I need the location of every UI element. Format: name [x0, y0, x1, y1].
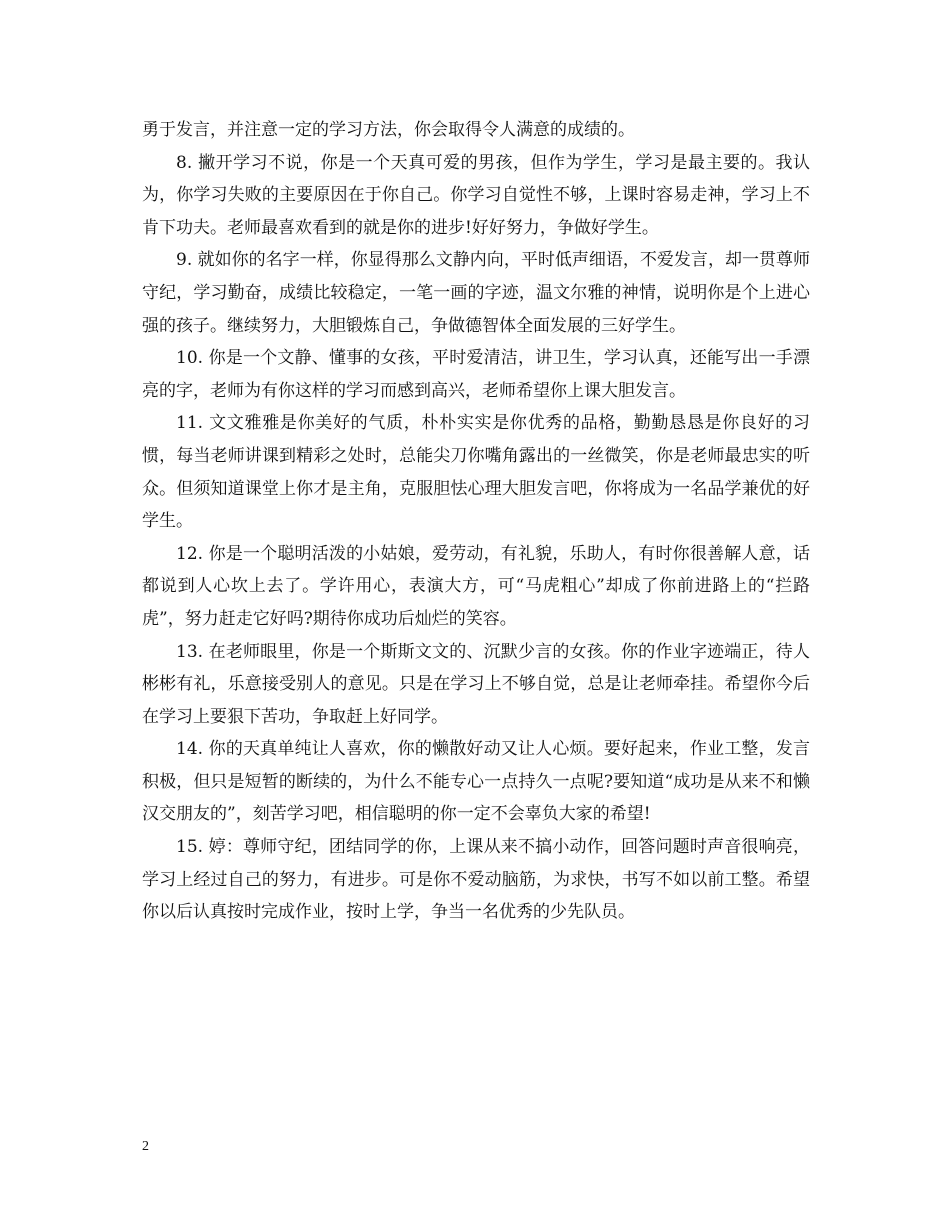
document-body — [142, 114, 810, 929]
paragraph-item-15: 15. 婷：尊师守纪，团结同学的你，上课从来不搞小动作，回答问题时声音很响亮，学习上经过自己的努力，有进步。可是你不爱动脑筋，为求快，书写不如以前工整。希望你以后认真按时完成作业，按时上学，争当一名优秀的少先队员。 — [142, 837, 810, 923]
paragraph-item-8: 8. 撇开学习不说，你是一个天真可爱的男孩，但作为学生，学习是最主要的。我认为，你学习失败的主要原因在于你自己。你学习自觉性不够，上课时容易走神，学习上不肯下功夫。老师最喜欢看到的就是你的进步!好好努力，争做好学生。 — [142, 152, 810, 238]
paragraph-continuation: 勇于发言，并注意一定的学习方法，你会取得令人满意的成绩的。 — [142, 120, 635, 140]
paragraph-item-14: 14. 你的天真单纯让人喜欢，你的懒散好动又让人心烦。要好起来，作业工整，发言积极，但只是短暂的断续的，为什么不能专心一点持久一点呢?要知道“成功是从来不和懒汉交朋友的”，刻苦学习吧，相信聪明的你一定不会辜负大家的希望! — [142, 739, 810, 825]
paragraph-item-12: 12. 你是一个聪明活泼的小姑娘，爱劳动，有礼貌，乐助人，有时你很善解人意，话都说到人心坎上去了。学许用心，表演大方，可“马虎粗心”却成了你前进路上的“拦路虎”，努力赶走它好吗?期待你成功后灿烂的笑容。 — [142, 543, 810, 629]
paragraph-item-10: 10. 你是一个文静、懂事的女孩，平时爱清洁，讲卫生，学习认真，还能写出一手漂亮的字，老师为有你这样的学习而感到高兴，老师希望你上课大胆发言。 — [142, 348, 810, 401]
paragraph-item-9: 9. 就如你的名字一样，你显得那么文静内向，平时低声细语，不爱发言，却一贯尊师守纪，学习勤奋，成绩比较稳定，一笔一画的字迹，温文尔雅的神情，说明你是个上进心强的孩子。继续努力，大胆锻炼自己，争做德智体全面发展的三好学生。 — [142, 250, 810, 336]
paragraph-item-13: 13. 在老师眼里，你是一个斯斯文文的、沉默少言的女孩。你的作业字迹端正，待人彬彬有礼，乐意接受别人的意见。只是在学习上不够自觉，总是让老师牵挂。希望你今后在学习上要狠下苦功，争取赶上好同学。 — [142, 641, 810, 727]
paragraph-item-11: 11. 文文雅雅是你美好的气质，朴朴实实是你优秀的品格，勤勤恳恳是你良好的习惯，每当老师讲课到精彩之处时，总能尖刀你嘴角露出的一丝微笑，你是老师最忠实的听众。但须知道课堂上你才是主角，克服胆怯心理大胆发言吧，你将成为一名品学兼优的好学生。 — [142, 413, 810, 532]
page-number: 2 — [142, 1139, 149, 1154]
